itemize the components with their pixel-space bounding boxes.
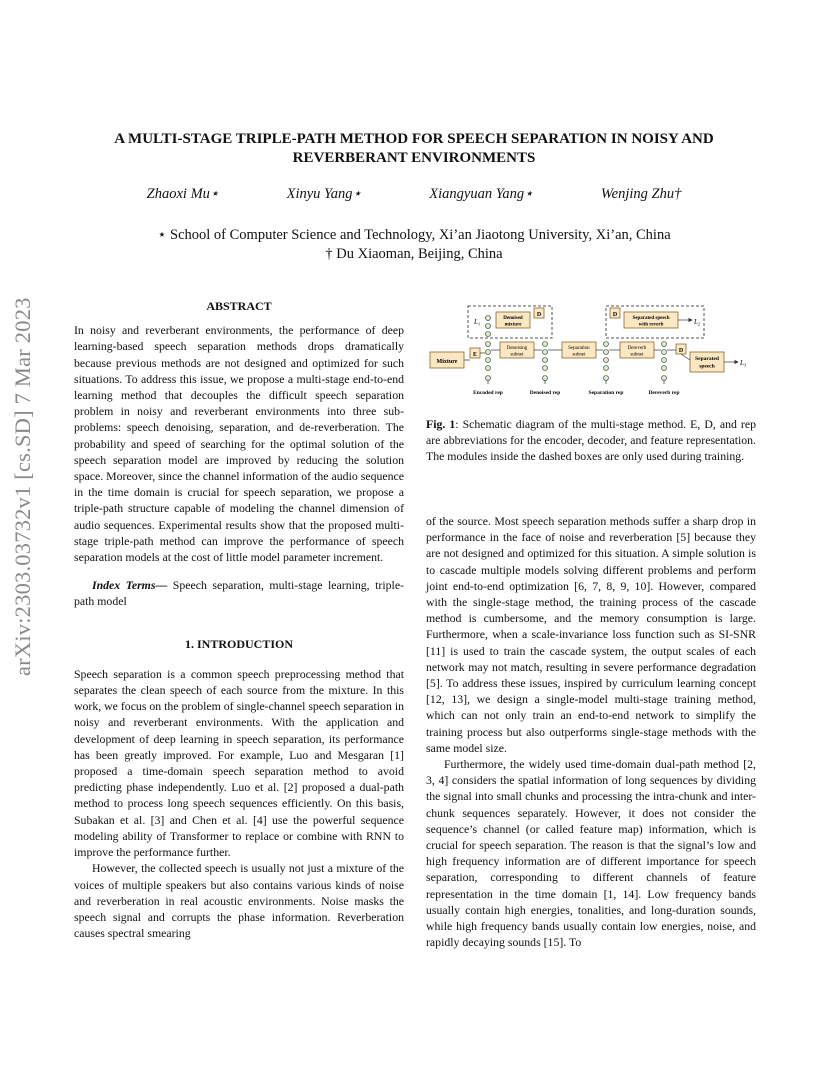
loss-l1: $L_1$ — [474, 318, 481, 327]
figure-caption-text — [426, 416, 756, 465]
paper-title: A MULTI-STAGE TRIPLE-PATH METHOD FOR SPEECH SEPARATION IN NOISY AND REVERBERANT ENVIRONMENTS — [114, 131, 714, 166]
intro-paragraph-2: However, the collected speech is usually not just a mixture of the voices of multiple speakers but also contains various kinds of noise and reverberation in real acoustic environments. Noise masks the speech signal and corrupts the phase information. Reverberation causes spectral smearing — [74, 861, 404, 941]
rep-label-denoised: Denoised rep — [529, 390, 561, 396]
abstract-text: In noisy and reverberant environments, the performance of deep learning-based speech separation methods drops dramatically because previous methods are not designed and optimized for such situations. To address this issue, we propose a multi-stage end-to-end learning method that decouples the difficult speech separation problem in noisy and reverberant environments into three sub-problems: speech denoising, separation, and de-reverberation. The probability and speed of searching for the optimal solution of the speech separation model are improved by reducing the solution space. Moreover, since the channel information of the audio sequence in the time domain is crucial for speech separation, we propose a triple-path structure capable of modeling the channel dimension of audio sequences. Experimental results show that the proposed multi-stage triple-path method can improve the performance of speech separation models at the cost of little model parameter increment. — [74, 323, 404, 565]
author-list — [0, 186, 828, 203]
loss-l2: $L_2$ — [694, 318, 701, 327]
separated-speech-label-1: Separated — [695, 356, 719, 362]
denoised-mixture-label-2: mixture — [504, 322, 522, 328]
intro-paragraph-1: Speech separation is a common speech preprocessing method that separates the clean speech of each source from the mixture. In this work, we focus on the problem of single-channel speech separation in noisy and reverberant environments. With the application and development of deep learning in speech separation, its performance has been greatly improved. For example, Luo and Mesgaran [1] proposed a time-domain speech separation method to avoid predicting phase independently. Luo et al. [2] proposed a dual-path method to process long speech sequences efficiently. On this basis, Subakan et al. [3] and Chen et al. [4] use the powerful sequence modeling ability of Transformer to replace or combine with RNN to improve the performance further. — [74, 666, 404, 860]
denoising-label-2: subnet — [510, 352, 524, 358]
abstract-heading: ABSTRACT — [206, 299, 272, 313]
rep-label-encoded: Encoded rep — [473, 390, 503, 396]
index-terms-text: Speech separation, multi-stage learning, triple-path model — [74, 578, 404, 609]
mixture-label: Mixture — [436, 359, 458, 365]
dereverb-label-2: subnet — [630, 352, 644, 358]
separation-label-1: Separation — [568, 346, 590, 351]
figure-caption-label: Fig. 1 — [426, 417, 456, 431]
right-column — [426, 513, 756, 950]
encoder-label: E — [472, 352, 478, 358]
author-2: Xinyu Yang⋆ — [286, 186, 362, 202]
separated-reverb-label-1: Separated speech — [632, 316, 670, 321]
rep-label-separation: Separation rep — [588, 390, 624, 396]
separation-label-2: subnet — [572, 352, 586, 358]
figure-caption-body: : Schematic diagram of the multi-stage method. E, D, and rep are abbreviations for the encoder, decoder, and feature representation. The modules inside the dashed boxes are only used during training. — [426, 417, 756, 464]
decoder-label-3: D — [678, 348, 684, 354]
left-column — [74, 298, 404, 941]
right-paragraph-1: of the source. Most speech separation methods suffer a sharp drop in performance in the face of noise and reverberation [5] because they are not designed and optimized for this situation. A simple solution is to cascade multiple models solving different problems and perform joint end-to-end optimization [6, 7, 8, 9, 10]. However, compared with the single-stage method, the training process of the cascade method is cumbersome, and the memory consumption is large. Furthermore, when a scale-invariance loss function such as SI-SNR [11] is used to train the cascade system, the output scales of each network may not match, resulting in severe performance degradation [5]. To address these issues, inspired by curriculum learning concept [12, 13], we design a single-model multi-stage training method, which can not only train an end-to-end network to simplify the training process but also outperforms single-stage methods with the same model size. — [426, 514, 756, 755]
author-4: Wenjing Zhu† — [600, 186, 682, 202]
loss-l3: $L_3$ — [740, 359, 747, 368]
affiliation-2: † Du Xiaoman, Beijing, China — [325, 246, 503, 262]
affiliation-1: ⋆ School of Computer Science and Technology, Xi’an Jiaotong University, Xi’an, China — [157, 227, 671, 243]
figure-1-diagram — [426, 300, 756, 402]
index-terms-label: Index Terms— — [92, 578, 168, 593]
dereverb-label-1: Dereverb — [627, 346, 647, 351]
affiliations — [0, 226, 828, 264]
author-1: Zhaoxi Mu⋆ — [146, 186, 219, 202]
denoised-mixture-label-1: Denoised — [503, 316, 523, 321]
index-terms — [74, 577, 404, 609]
separated-reverb-label-2: with reverb — [638, 322, 664, 328]
separated-speech-label-2: speech — [699, 363, 715, 370]
decoder-label-1: D — [536, 312, 542, 318]
rep-label-dereverb: Dereverb rep — [648, 390, 680, 396]
author-3: Xiangyuan Yang⋆ — [429, 186, 534, 202]
intro-heading: 1. INTRODUCTION — [184, 636, 293, 651]
decoder-label-2: D — [612, 312, 618, 318]
figure-caption — [426, 416, 756, 465]
denoising-label-1: Denoising — [506, 346, 528, 351]
right-paragraph-2: Furthermore, the widely used time-domain dual-path method [2, 3, 4] considers the spatial information of long sequences by dividing the signal into small chunks and processing the intra-chunk and inter-chunk sequences separately. However, it does not consider the sequence’s channel (or called feature map) information, which is crucial for speech separation. The reason is that the signal’s low and high frequency information are of different importance for speech separation, corresponding to different channels of feature representation in the time domain [1, 14]. Low frequency bands usually contain high energies, tonalities, and long-duration sounds, while high frequency bands usually contain low energies, noise, and rapidly decaying sounds [15]. To — [426, 757, 756, 950]
arxiv-id: arXiv:2303.03732v1 [cs.SD] 7 Mar 2023 — [10, 297, 35, 676]
arxiv-stamp — [10, 297, 50, 676]
